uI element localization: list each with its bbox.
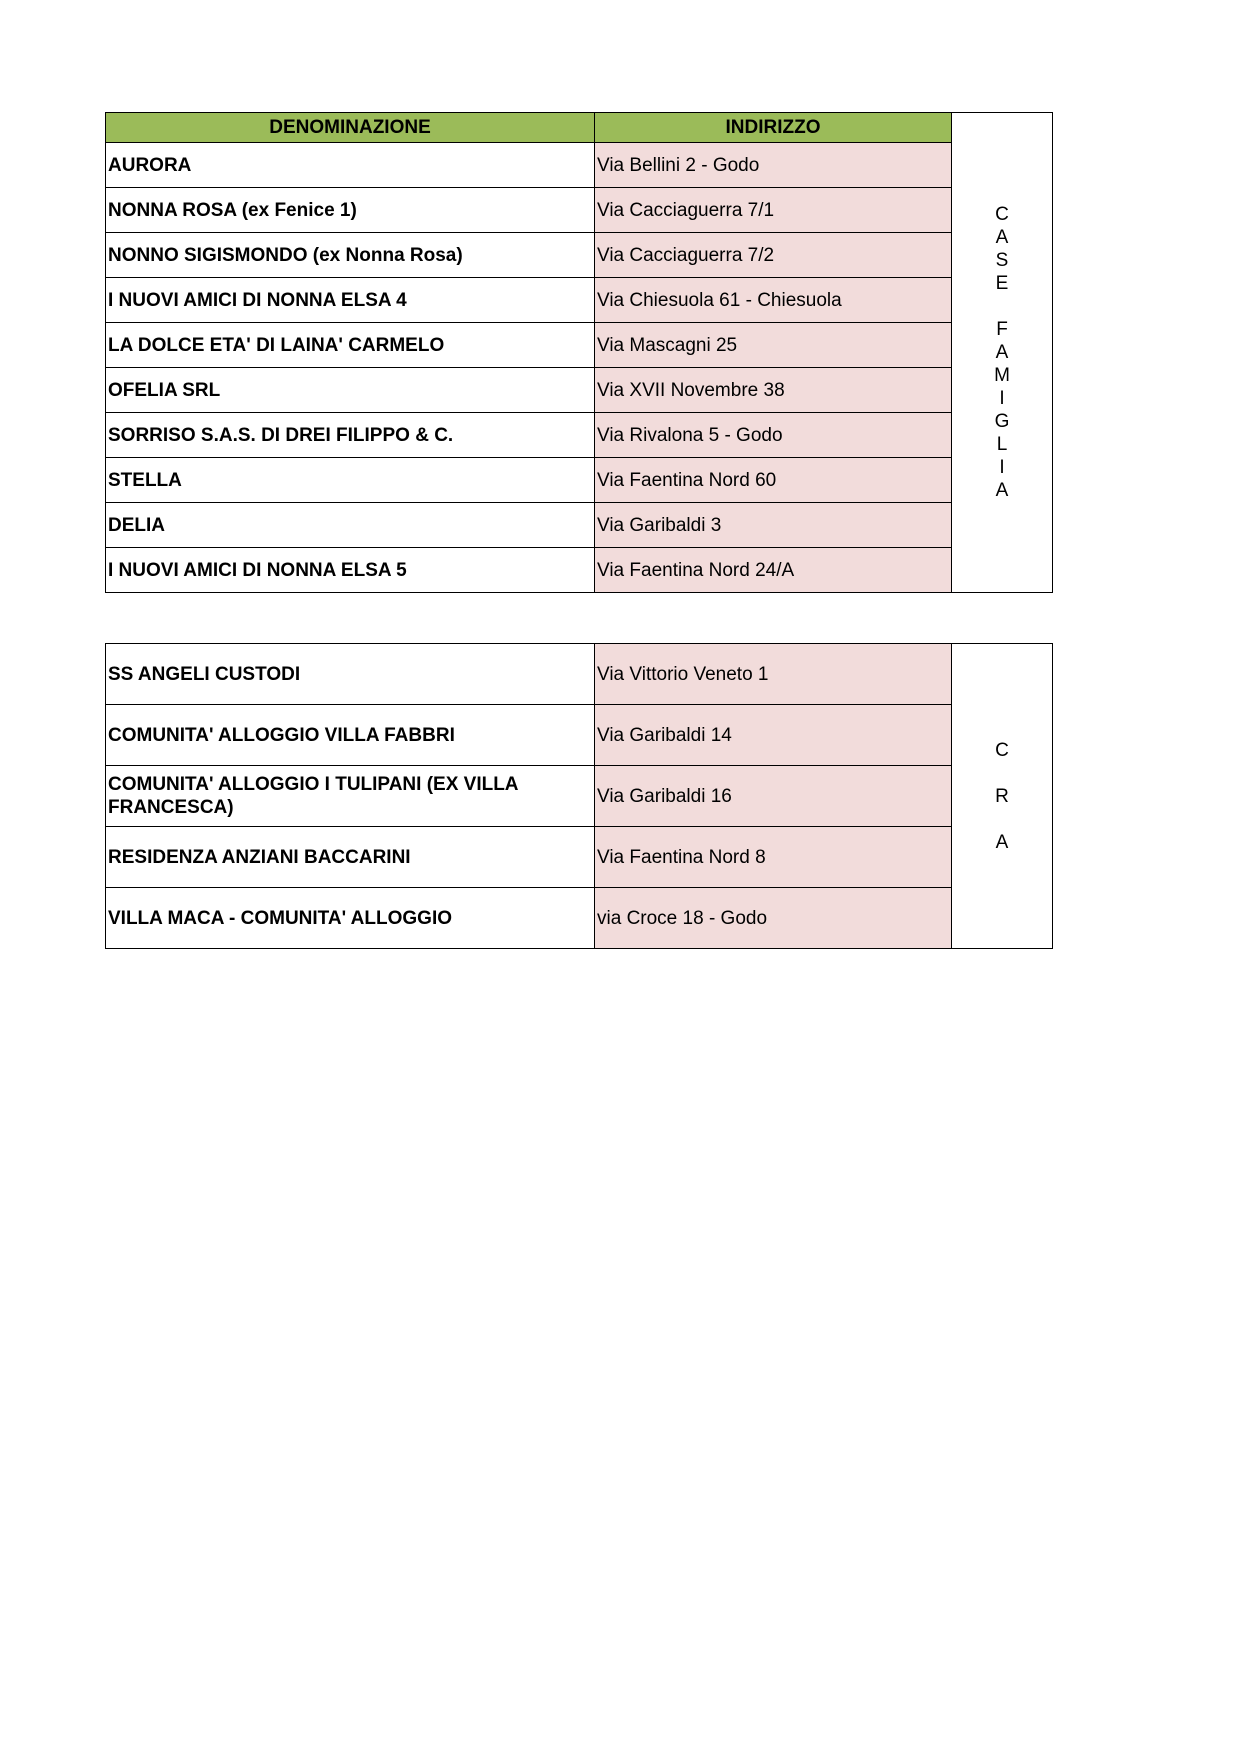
category-label: [994, 203, 1010, 502]
category-letter: R: [995, 785, 1009, 807]
category-cra: [952, 644, 1053, 949]
category-case-famiglia: [952, 113, 1053, 593]
name-cell: STELLA: [106, 458, 595, 503]
category-letter: A: [995, 227, 1009, 248]
table-row: [106, 143, 1053, 188]
name-cell: I NUOVI AMICI DI NONNA ELSA 4: [106, 278, 595, 323]
address-cell: Via Cacciaguerra 7/1: [595, 188, 952, 233]
table-row: [106, 644, 1053, 705]
address-cell: Via Vittorio Veneto 1: [595, 644, 952, 705]
name-cell: RESIDENZA ANZIANI BACCARINI: [106, 827, 595, 888]
table-row: [106, 705, 1053, 766]
header-denominazione: DENOMINAZIONE: [106, 113, 595, 143]
name-cell: VILLA MACA - COMUNITA' ALLOGGIO: [106, 888, 595, 949]
category-letter: E: [995, 273, 1009, 294]
address-cell: Via Bellini 2 - Godo: [595, 143, 952, 188]
name-cell: NONNO SIGISMONDO (ex Nonna Rosa): [106, 233, 595, 278]
address-cell: Via Faentina Nord 24/A: [595, 548, 952, 593]
category-letter: I: [999, 457, 1005, 478]
address-cell: Via Faentina Nord 8: [595, 827, 952, 888]
address-cell: Via Garibaldi 3: [595, 503, 952, 548]
address-cell: Via XVII Novembre 38: [595, 368, 952, 413]
category-letter: C: [995, 204, 1009, 225]
table-row: [106, 548, 1053, 593]
category-letter: F: [996, 319, 1008, 340]
table-row: [106, 413, 1053, 458]
category-letter: S: [995, 250, 1009, 271]
address-cell: Via Mascagni 25: [595, 323, 952, 368]
cra-table: [105, 643, 1053, 949]
address-cell: Via Rivalona 5 - Godo: [595, 413, 952, 458]
category-gap: [995, 762, 1009, 785]
name-cell: NONNA ROSA (ex Fenice 1): [106, 188, 595, 233]
address-cell: Via Garibaldi 16: [595, 766, 952, 827]
case-famiglia-table: [105, 112, 1053, 593]
category-letter: M: [994, 365, 1010, 386]
category-gap: [994, 295, 1010, 318]
table-row: [106, 368, 1053, 413]
table-row: [106, 888, 1053, 949]
category-gap: [995, 808, 1009, 831]
name-cell: COMUNITA' ALLOGGIO I TULIPANI (EX VILLA FRANCESCA): [106, 766, 595, 827]
name-cell: I NUOVI AMICI DI NONNA ELSA 5: [106, 548, 595, 593]
category-letter: C: [995, 739, 1009, 761]
category-label: [995, 739, 1009, 854]
category-letter: L: [996, 434, 1008, 455]
name-cell: SORRISO S.A.S. DI DREI FILIPPO & C.: [106, 413, 595, 458]
address-cell: Via Chiesuola 61 - Chiesuola: [595, 278, 952, 323]
address-cell: Via Garibaldi 14: [595, 705, 952, 766]
category-letter: I: [999, 388, 1005, 409]
table-row: [106, 503, 1053, 548]
category-letter: A: [995, 480, 1009, 501]
name-cell: DELIA: [106, 503, 595, 548]
address-cell: via Croce 18 - Godo: [595, 888, 952, 949]
category-letter: A: [995, 342, 1009, 363]
header-row: [106, 113, 1053, 143]
table-row: [106, 458, 1053, 503]
table-row: [106, 278, 1053, 323]
name-cell: AURORA: [106, 143, 595, 188]
address-cell: Via Faentina Nord 60: [595, 458, 952, 503]
category-letter: G: [994, 411, 1010, 432]
table-row: [106, 188, 1053, 233]
name-cell: OFELIA SRL: [106, 368, 595, 413]
name-cell: LA DOLCE ETA' DI LAINA' CARMELO: [106, 323, 595, 368]
address-cell: Via Cacciaguerra 7/2: [595, 233, 952, 278]
table-row: [106, 233, 1053, 278]
category-letter: A: [995, 831, 1009, 853]
table-row: [106, 766, 1053, 827]
name-cell: COMUNITA' ALLOGGIO VILLA FABBRI: [106, 705, 595, 766]
table-row: [106, 323, 1053, 368]
table-row: [106, 827, 1053, 888]
header-indirizzo: INDIRIZZO: [595, 113, 952, 143]
name-cell: SS ANGELI CUSTODI: [106, 644, 595, 705]
